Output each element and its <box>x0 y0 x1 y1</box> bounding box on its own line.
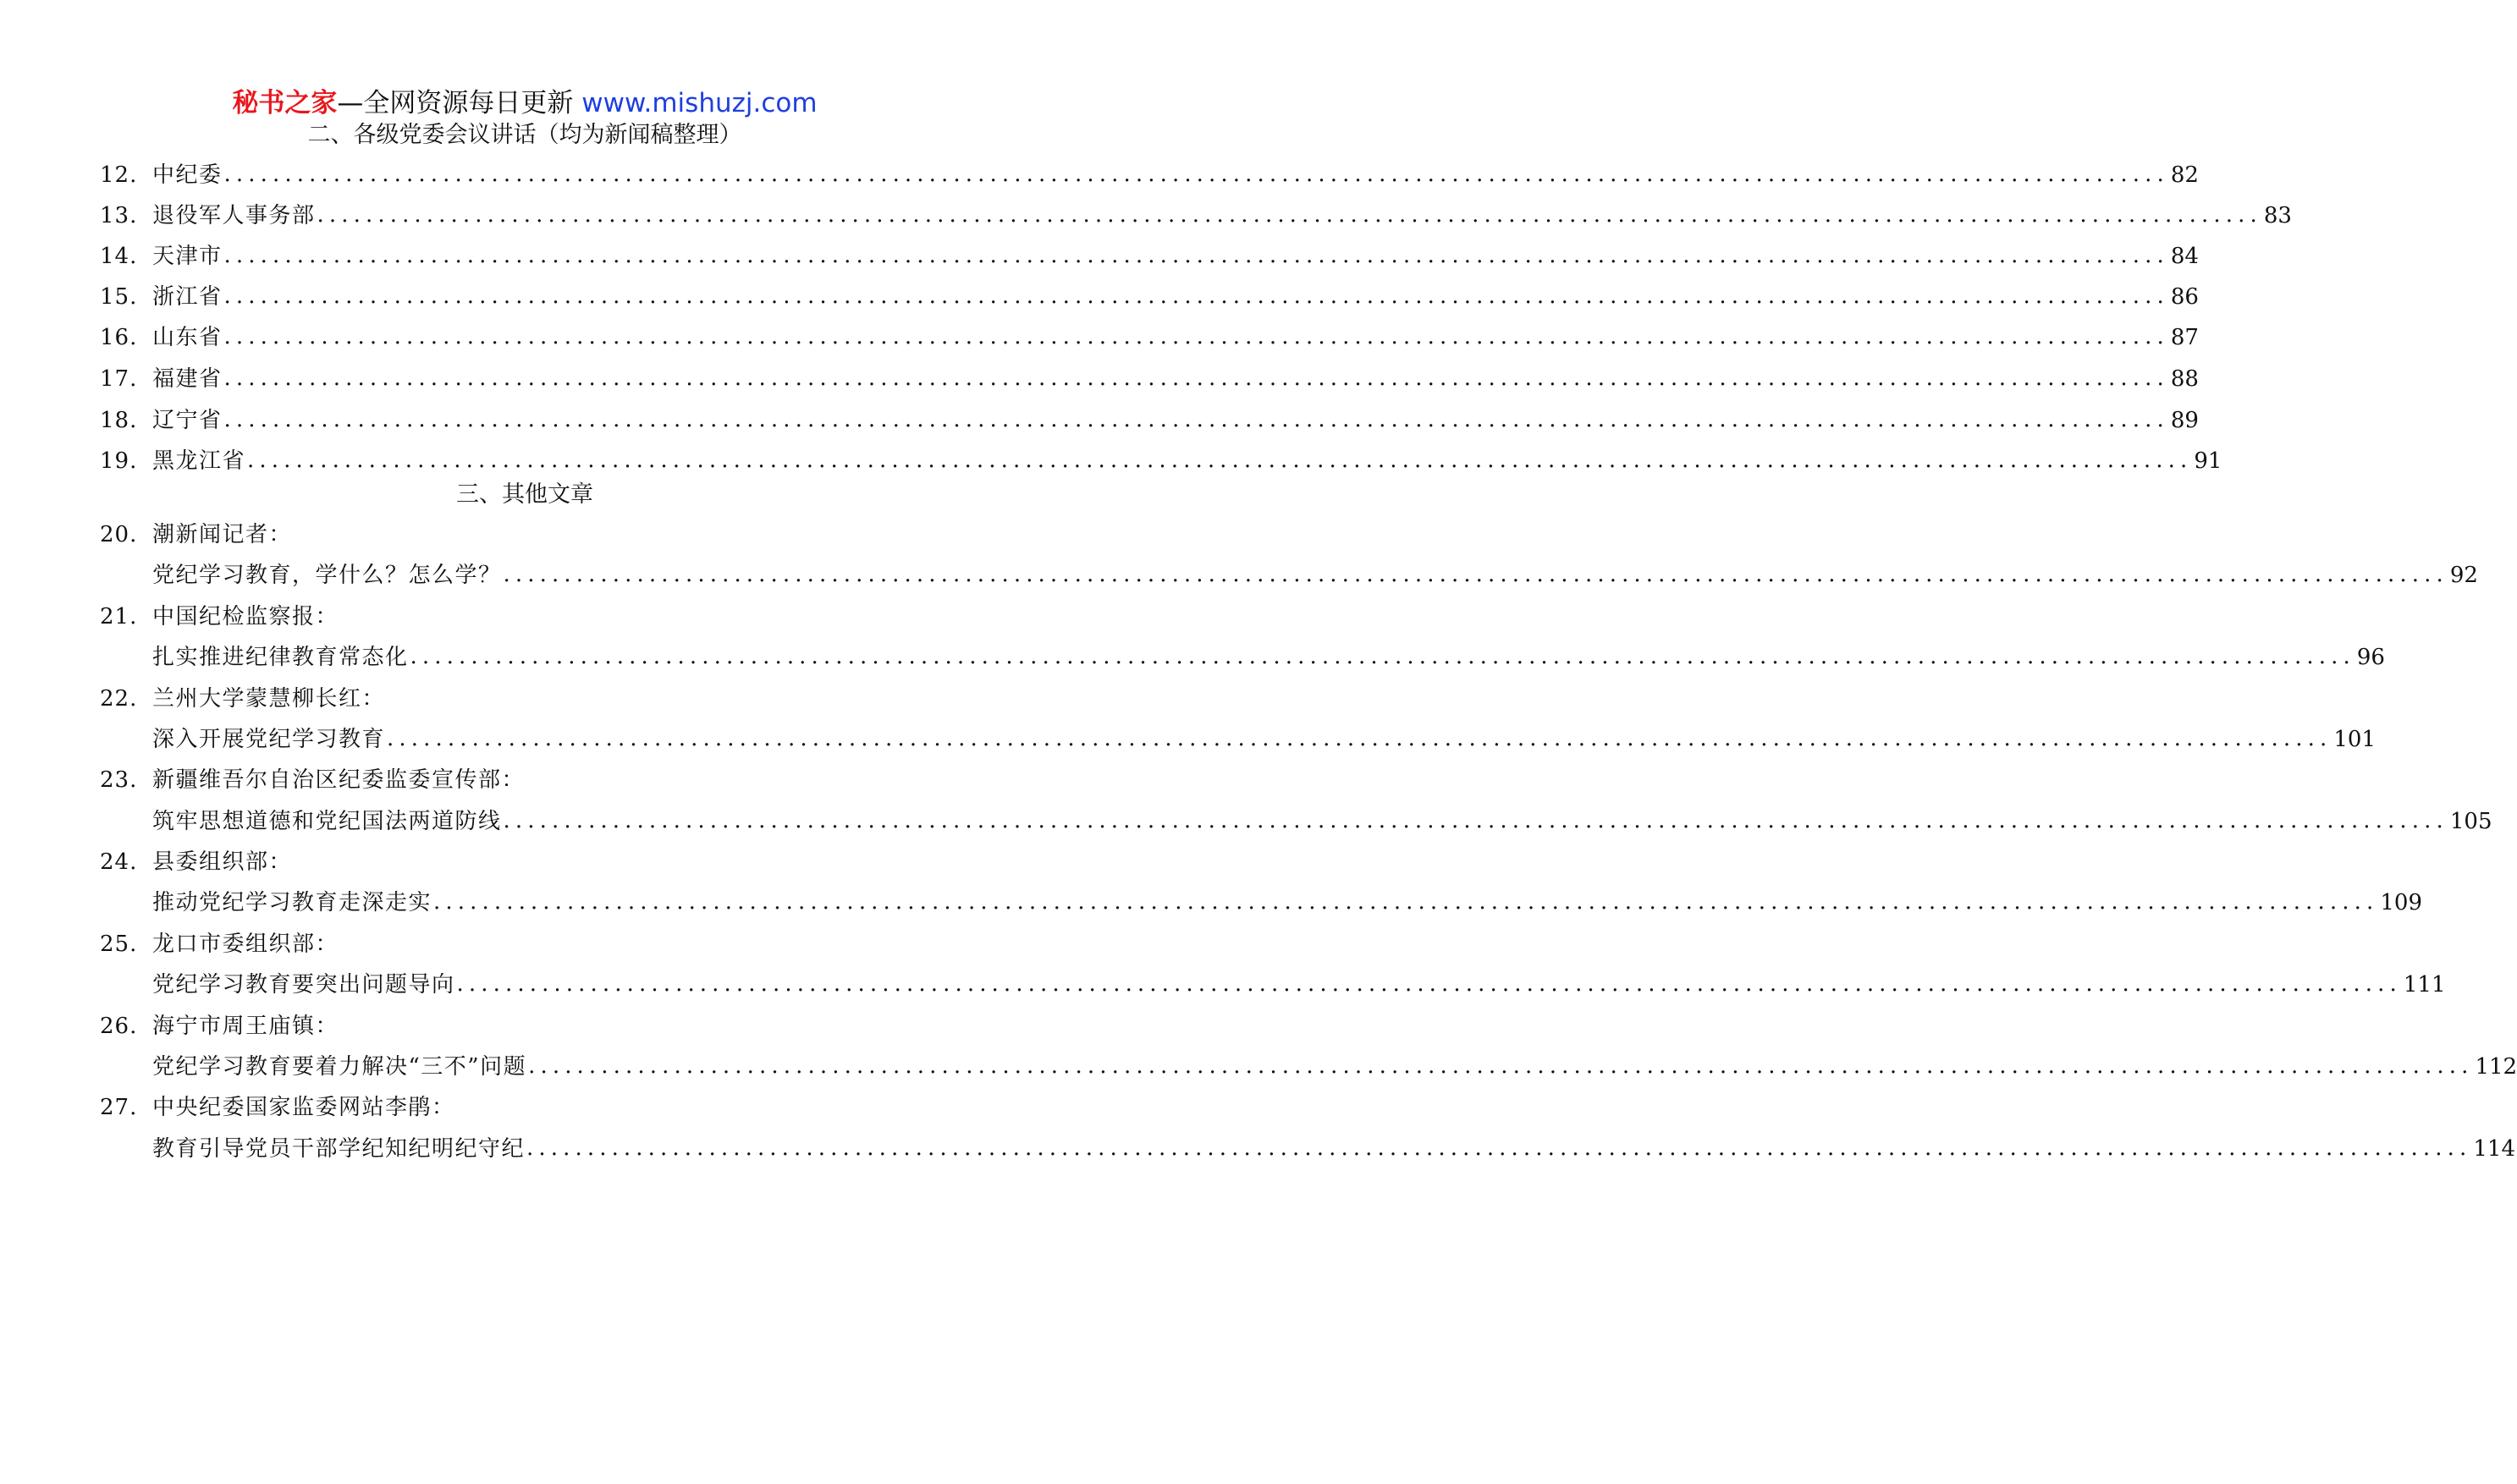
entry-page-number: 83 <box>2263 203 2292 228</box>
toc-entry[interactable] <box>100 886 2422 920</box>
entry-page-number: 105 <box>2449 809 2492 834</box>
toc-entry[interactable] <box>100 1050 2517 1084</box>
toc-entry[interactable] <box>100 158 2199 192</box>
banner-slogan: —全网资源每日更新 <box>337 88 582 118</box>
entry-number: 21. <box>100 604 138 629</box>
toc-entry-source[interactable] <box>100 845 955 879</box>
entry-title: 教育引导党员干部学纪知纪明纪守纪 <box>152 1136 526 1162</box>
toc-entry[interactable] <box>100 280 2199 314</box>
toc-entry[interactable] <box>100 558 2478 592</box>
entry-page-number: 92 <box>2449 563 2478 588</box>
toc-entry-source[interactable] <box>100 763 955 797</box>
entry-page-number: 114 <box>2473 1136 2515 1162</box>
entry-number: 25. <box>100 932 138 957</box>
entry-source: 中国纪检监察报： <box>152 604 339 629</box>
entry-source: 中央纪委国家监委网站李鹃： <box>152 1095 455 1120</box>
entry-title: 中纪委 <box>152 162 223 188</box>
entry-page-number: 109 <box>2380 890 2422 915</box>
entry-title: 浙江省 <box>152 284 223 310</box>
dot-leader: ................................................................................................................................................................ <box>223 407 2169 432</box>
entry-title: 党纪学习教育，学什么？怎么学？ <box>152 563 502 588</box>
site-banner <box>0 85 1049 122</box>
entry-page-number: 88 <box>2170 366 2199 392</box>
entry-number: 27. <box>100 1095 138 1120</box>
dot-leader: ................................................................................................................................................................ <box>247 448 2193 473</box>
toc-entry-source[interactable] <box>100 1009 955 1043</box>
toc-entry[interactable] <box>100 199 2292 233</box>
toc-entry[interactable] <box>100 723 2376 756</box>
entry-number: 26. <box>100 1014 138 1039</box>
brand-name: 秘书之家 <box>232 88 338 118</box>
entry-title: 扎实推进纪律教育常态化 <box>152 645 409 670</box>
toc-entry[interactable] <box>100 239 2199 273</box>
dot-leader: ................................................................................................................................................................ <box>223 243 2169 268</box>
entry-title: 福建省 <box>152 366 223 392</box>
dot-leader: ................................................................................................................................................................ <box>528 1053 2474 1079</box>
dot-leader: ................................................................................................................................................................ <box>503 808 2448 833</box>
toc-entry-source[interactable] <box>100 682 955 716</box>
entry-title: 推动党纪学习教育走深走实 <box>152 890 432 915</box>
toc-entry[interactable] <box>100 362 2199 396</box>
entry-number: 20. <box>100 522 138 547</box>
section-heading-3: 三、其他文章 <box>456 481 593 508</box>
entry-source: 县委组织部： <box>152 849 293 875</box>
entry-source: 兰州大学蒙慧柳长红： <box>152 686 386 712</box>
dot-leader: ................................................................................................................................................................ <box>223 324 2169 349</box>
entry-source: 海宁市周王庙镇： <box>152 1014 339 1039</box>
toc-entry-source[interactable] <box>100 927 955 961</box>
toc-entry[interactable] <box>100 640 2385 674</box>
entry-title: 山东省 <box>152 325 223 350</box>
section-heading-2: 二、各级党委会议讲话（均为新闻稿整理） <box>307 122 742 148</box>
entry-number: 13. <box>100 203 138 228</box>
entry-page-number: 112 <box>2475 1054 2517 1080</box>
dot-leader: ................................................................................................................................................................ <box>526 1135 2472 1161</box>
entry-number: 18. <box>100 408 138 433</box>
entry-title: 黑龙江省 <box>152 448 246 474</box>
entry-title: 退役军人事务部 <box>152 203 316 228</box>
entry-page-number: 82 <box>2170 162 2199 188</box>
entry-number: 12. <box>100 162 138 188</box>
site-url-link[interactable]: www.mishuzj.com <box>581 88 818 118</box>
entry-number: 17. <box>100 366 138 392</box>
entry-source: 新疆维吾尔自治区纪委监委宣传部： <box>152 767 526 793</box>
entry-page-number: 111 <box>2403 972 2446 998</box>
toc-entry[interactable] <box>100 444 2222 478</box>
entry-page-number: 96 <box>2356 645 2385 670</box>
entry-number: 16. <box>100 325 138 350</box>
dot-leader: ................................................................................................................................................................ <box>317 202 2262 228</box>
entry-number: 23. <box>100 767 138 793</box>
toc-entry[interactable] <box>100 968 2446 1002</box>
entry-number: 15. <box>100 284 138 310</box>
entry-page-number: 86 <box>2170 284 2199 310</box>
entry-page-number: 101 <box>2333 727 2376 752</box>
toc-entry[interactable] <box>100 321 2199 355</box>
toc-entry[interactable] <box>100 1132 2515 1166</box>
dot-leader: ................................................................................................................................................................ <box>433 889 2379 915</box>
toc-entry-source[interactable] <box>100 600 955 634</box>
entry-number: 22. <box>100 686 138 712</box>
toc-entry-source[interactable] <box>100 518 955 552</box>
entry-title: 辽宁省 <box>152 408 223 433</box>
entry-number: 24. <box>100 849 138 875</box>
entry-number: 19. <box>100 448 138 474</box>
dot-leader: ................................................................................................................................................................ <box>223 283 2169 309</box>
dot-leader: ................................................................................................................................................................ <box>503 562 2448 587</box>
entry-source: 潮新闻记者： <box>152 522 293 547</box>
toc-entry-source[interactable] <box>100 1091 955 1124</box>
entry-source: 龙口市委组织部： <box>152 932 339 957</box>
entry-page-number: 91 <box>2194 448 2222 474</box>
entry-title: 党纪学习教育要突出问题导向 <box>152 972 455 998</box>
toc-entry[interactable] <box>100 805 2492 838</box>
entry-title: 天津市 <box>152 244 223 269</box>
toc-entry[interactable] <box>100 404 2199 437</box>
entry-title: 筑牢思想道德和党纪国法两道防线 <box>152 809 502 834</box>
entry-page-number: 87 <box>2170 325 2199 350</box>
dot-leader: ................................................................................................................................................................ <box>456 971 2402 997</box>
entry-title: 深入开展党纪学习教育 <box>152 727 386 752</box>
entry-page-number: 84 <box>2170 244 2199 269</box>
entry-title: 党纪学习教育要着力解决“三不”问题 <box>152 1054 527 1080</box>
dot-leader: ................................................................................................................................................................ <box>387 726 2332 751</box>
entry-number: 14. <box>100 244 138 269</box>
entry-page-number: 89 <box>2170 408 2199 433</box>
dot-leader: ................................................................................................................................................................ <box>223 162 2169 187</box>
dot-leader: ................................................................................................................................................................ <box>223 366 2169 391</box>
dot-leader: ................................................................................................................................................................ <box>410 644 2355 669</box>
